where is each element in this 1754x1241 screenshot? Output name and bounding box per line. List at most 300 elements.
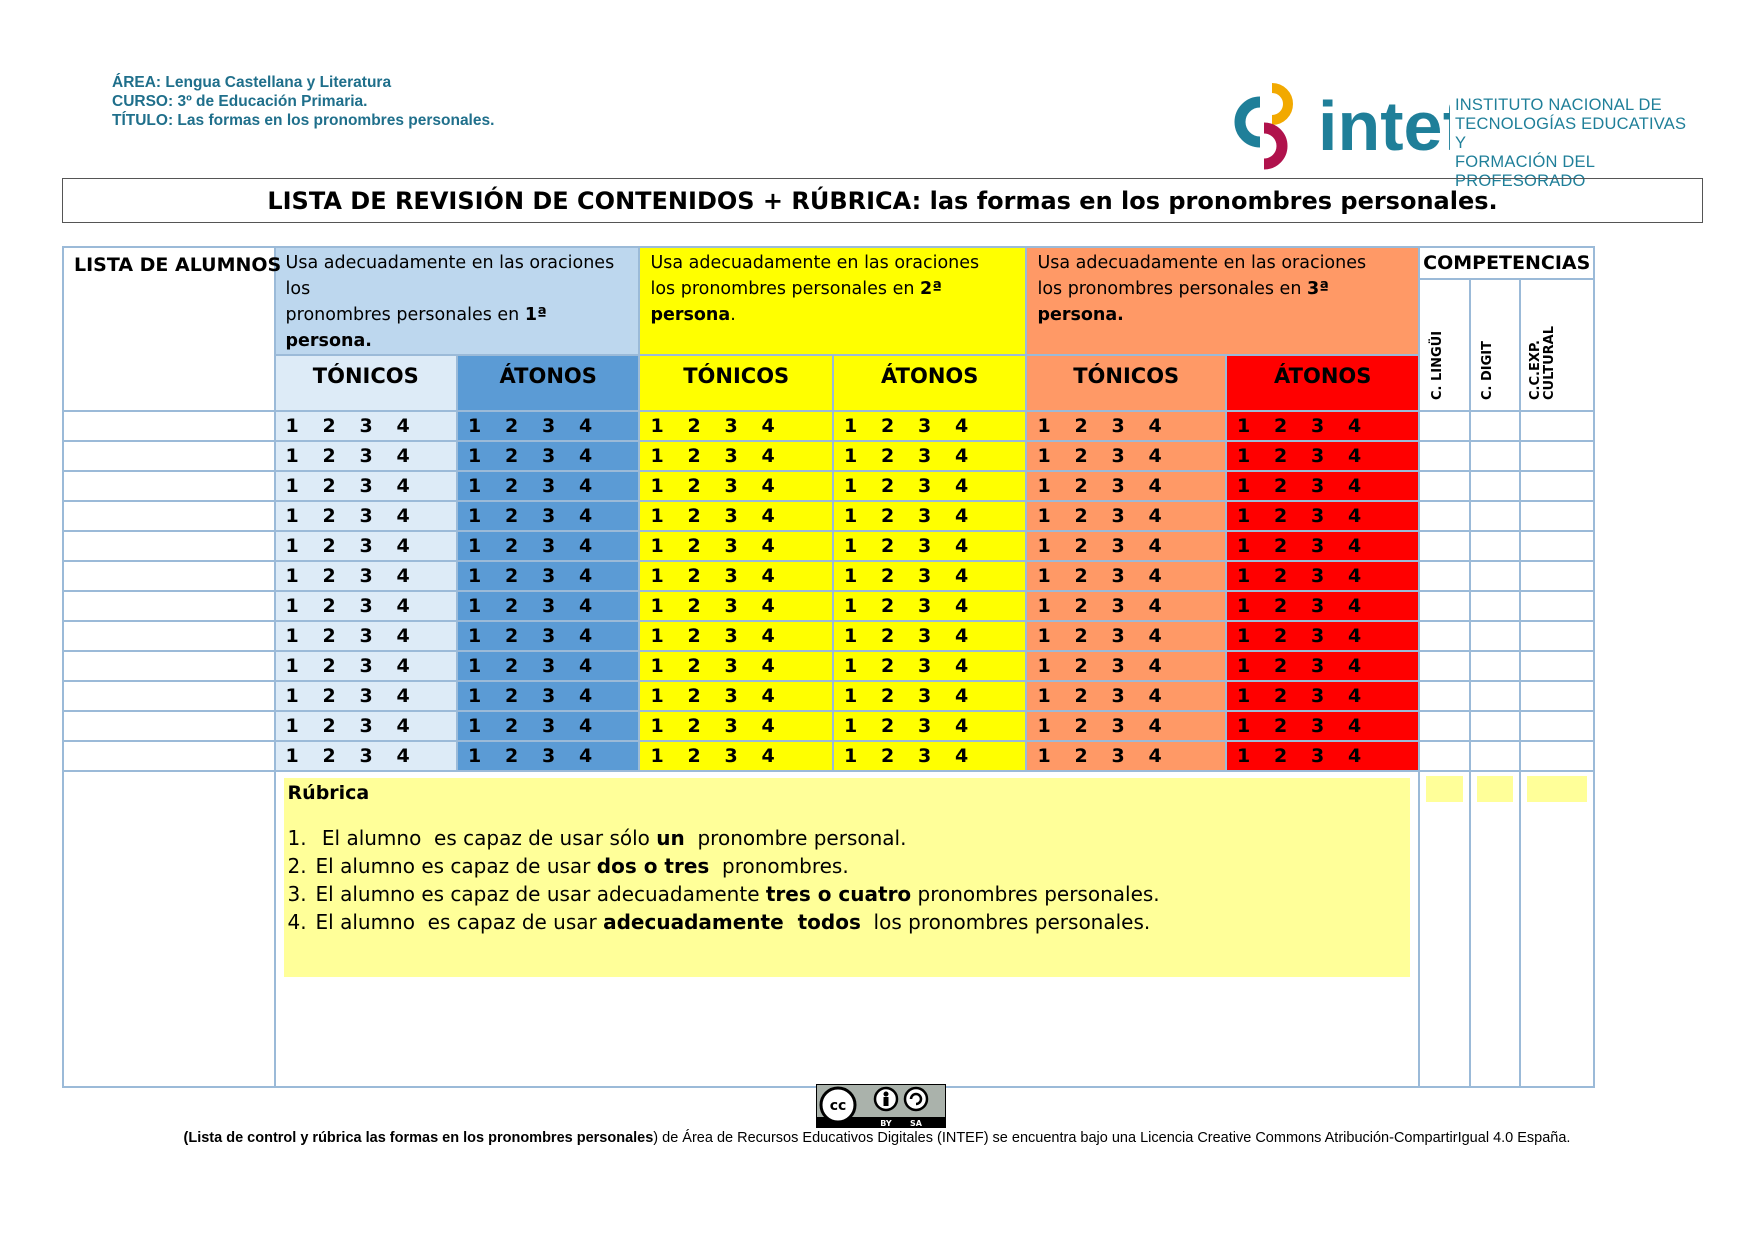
score-option[interactable]: 4 (396, 535, 410, 557)
score-option[interactable]: 4 (396, 655, 410, 677)
score-option[interactable]: 2 (1074, 715, 1088, 737)
student-name-cell[interactable] (63, 501, 275, 531)
score-option[interactable]: 4 (1347, 445, 1362, 467)
score-option[interactable]: 3 (917, 745, 932, 767)
score-option[interactable]: 4 (579, 715, 593, 737)
score-option[interactable]: 3 (542, 475, 556, 497)
score-option[interactable]: 3 (724, 415, 738, 437)
comp-cultural-cell[interactable] (1520, 411, 1594, 441)
score-option[interactable]: 3 (724, 715, 738, 737)
score-option[interactable]: 2 (1273, 475, 1288, 497)
comp-digit-cell[interactable] (1470, 651, 1520, 681)
student-name-cell[interactable] (63, 741, 275, 771)
score-option[interactable]: 4 (579, 565, 593, 587)
student-name-cell[interactable] (63, 681, 275, 711)
score-option[interactable]: 2 (1273, 685, 1288, 707)
p2-atonos-score-cell[interactable] (833, 741, 1027, 771)
comp-lingui-cell[interactable] (1419, 711, 1469, 741)
score-option[interactable]: 2 (687, 595, 701, 617)
score-option[interactable]: 1 (1037, 595, 1051, 617)
comp-cultural-cell[interactable] (1520, 531, 1594, 561)
p1-tonicos-score-cell[interactable] (275, 681, 457, 711)
score-option[interactable]: 1 (285, 505, 299, 527)
score-option[interactable]: 1 (1037, 745, 1051, 767)
score-option[interactable]: 4 (761, 685, 775, 707)
score-option[interactable]: 2 (687, 625, 701, 647)
score-option[interactable]: 1 (843, 715, 858, 737)
score-option[interactable]: 1 (1037, 655, 1051, 677)
score-option[interactable]: 2 (880, 655, 895, 677)
p3-atonos-score-cell[interactable] (1226, 681, 1419, 711)
score-option[interactable]: 3 (724, 655, 738, 677)
score-option[interactable]: 3 (1111, 535, 1125, 557)
p1-atonos-score-cell[interactable] (457, 561, 639, 591)
score-option[interactable]: 2 (1273, 625, 1288, 647)
score-option[interactable]: 1 (1037, 505, 1051, 527)
score-option[interactable]: 3 (724, 745, 738, 767)
p1-atonos-score-cell[interactable] (457, 711, 639, 741)
score-option[interactable]: 4 (761, 745, 775, 767)
score-option[interactable]: 1 (650, 685, 664, 707)
p2-atonos-score-cell[interactable] (833, 561, 1027, 591)
score-option[interactable]: 3 (542, 415, 556, 437)
score-option[interactable]: 2 (322, 745, 336, 767)
score-option[interactable]: 2 (505, 685, 519, 707)
score-option[interactable]: 1 (285, 475, 299, 497)
p3-atonos-score-cell[interactable] (1226, 531, 1419, 561)
score-option[interactable]: 3 (542, 445, 556, 467)
score-option[interactable]: 3 (359, 655, 373, 677)
score-option[interactable]: 2 (1273, 505, 1288, 527)
score-option[interactable]: 3 (1310, 565, 1325, 587)
score-option[interactable]: 1 (285, 685, 299, 707)
score-option[interactable]: 1 (468, 595, 482, 617)
score-option[interactable]: 4 (1148, 745, 1162, 767)
comp-digit-cell[interactable] (1470, 681, 1520, 711)
score-option[interactable]: 3 (724, 565, 738, 587)
score-option[interactable]: 4 (579, 475, 593, 497)
score-option[interactable]: 1 (1037, 565, 1051, 587)
score-option[interactable]: 1 (843, 445, 858, 467)
score-option[interactable]: 1 (1236, 535, 1251, 557)
p2-atonos-score-cell[interactable] (833, 411, 1027, 441)
p1-tonicos-score-cell[interactable] (275, 501, 457, 531)
p2-tonicos-score-cell[interactable] (639, 621, 832, 651)
score-option[interactable]: 1 (1037, 535, 1051, 557)
score-option[interactable]: 1 (468, 505, 482, 527)
score-option[interactable]: 4 (396, 715, 410, 737)
score-option[interactable]: 1 (285, 445, 299, 467)
score-option[interactable]: 2 (322, 565, 336, 587)
score-option[interactable]: 3 (917, 565, 932, 587)
comp-cultural-cell[interactable] (1520, 711, 1594, 741)
score-option[interactable]: 1 (650, 565, 664, 587)
score-option[interactable]: 4 (1148, 535, 1162, 557)
score-option[interactable]: 1 (1236, 445, 1251, 467)
score-option[interactable]: 3 (1310, 745, 1325, 767)
p3-atonos-score-cell[interactable] (1226, 621, 1419, 651)
score-option[interactable]: 4 (1347, 745, 1362, 767)
score-option[interactable]: 1 (843, 415, 858, 437)
score-option[interactable]: 1 (650, 625, 664, 647)
p3-atonos-score-cell[interactable] (1226, 411, 1419, 441)
comp-lingui-cell[interactable] (1419, 411, 1469, 441)
p3-atonos-score-cell[interactable] (1226, 741, 1419, 771)
score-option[interactable]: 1 (285, 565, 299, 587)
score-option[interactable]: 1 (468, 745, 482, 767)
score-option[interactable]: 3 (917, 445, 932, 467)
score-option[interactable]: 2 (880, 505, 895, 527)
comp-lingui-cell[interactable] (1419, 741, 1469, 771)
score-option[interactable]: 2 (687, 685, 701, 707)
score-option[interactable]: 4 (761, 505, 775, 527)
score-option[interactable]: 3 (359, 595, 373, 617)
p3-atonos-score-cell[interactable] (1226, 651, 1419, 681)
score-option[interactable]: 3 (1310, 505, 1325, 527)
score-option[interactable]: 1 (843, 625, 858, 647)
score-option[interactable]: 3 (1111, 595, 1125, 617)
score-option[interactable]: 1 (468, 475, 482, 497)
score-option[interactable]: 2 (505, 415, 519, 437)
score-option[interactable]: 3 (724, 535, 738, 557)
score-option[interactable]: 3 (542, 745, 556, 767)
score-option[interactable]: 2 (322, 595, 336, 617)
comp-cultural-cell[interactable] (1520, 471, 1594, 501)
score-option[interactable]: 2 (880, 625, 895, 647)
score-option[interactable]: 2 (1074, 415, 1088, 437)
student-name-cell[interactable] (63, 411, 275, 441)
student-name-cell[interactable] (63, 711, 275, 741)
comp-lingui-cell[interactable] (1419, 591, 1469, 621)
p1-tonicos-score-cell[interactable] (275, 711, 457, 741)
score-option[interactable]: 3 (724, 625, 738, 647)
comp-cultural-cell[interactable] (1520, 651, 1594, 681)
p2-tonicos-score-cell[interactable] (639, 471, 832, 501)
score-option[interactable]: 3 (1111, 415, 1125, 437)
score-option[interactable]: 2 (687, 745, 701, 767)
score-option[interactable]: 4 (761, 565, 775, 587)
score-option[interactable]: 1 (1037, 415, 1051, 437)
score-option[interactable]: 3 (542, 685, 556, 707)
score-option[interactable]: 3 (724, 595, 738, 617)
p2-atonos-score-cell[interactable] (833, 711, 1027, 741)
score-option[interactable]: 1 (843, 595, 858, 617)
score-option[interactable]: 4 (1148, 445, 1162, 467)
score-option[interactable]: 1 (285, 625, 299, 647)
score-option[interactable]: 2 (322, 445, 336, 467)
p2-atonos-score-cell[interactable] (833, 681, 1027, 711)
score-option[interactable]: 4 (1347, 505, 1362, 527)
score-option[interactable]: 2 (322, 475, 336, 497)
comp-digit-cell[interactable] (1470, 591, 1520, 621)
score-option[interactable]: 2 (322, 715, 336, 737)
score-option[interactable]: 2 (1074, 535, 1088, 557)
score-option[interactable]: 1 (1037, 445, 1051, 467)
score-option[interactable]: 3 (917, 505, 932, 527)
p3-tonicos-score-cell[interactable] (1026, 591, 1226, 621)
score-option[interactable]: 4 (761, 445, 775, 467)
score-option[interactable]: 4 (396, 505, 410, 527)
comp-cultural-cell[interactable] (1520, 681, 1594, 711)
score-option[interactable]: 3 (359, 535, 373, 557)
score-option[interactable]: 3 (1310, 535, 1325, 557)
p1-tonicos-score-cell[interactable] (275, 651, 457, 681)
score-option[interactable]: 2 (505, 505, 519, 527)
score-option[interactable]: 1 (285, 715, 299, 737)
score-option[interactable]: 2 (880, 415, 895, 437)
score-option[interactable]: 1 (1236, 715, 1251, 737)
comp-lingui-cell[interactable] (1419, 531, 1469, 561)
p2-tonicos-score-cell[interactable] (639, 681, 832, 711)
p3-tonicos-score-cell[interactable] (1026, 711, 1226, 741)
score-option[interactable]: 3 (359, 745, 373, 767)
p1-atonos-score-cell[interactable] (457, 531, 639, 561)
score-option[interactable]: 4 (396, 745, 410, 767)
p2-tonicos-score-cell[interactable] (639, 651, 832, 681)
score-option[interactable]: 4 (761, 715, 775, 737)
score-option[interactable]: 2 (880, 685, 895, 707)
score-option[interactable]: 2 (687, 655, 701, 677)
p1-tonicos-score-cell[interactable] (275, 591, 457, 621)
p2-atonos-score-cell[interactable] (833, 531, 1027, 561)
comp-cultural-cell[interactable] (1520, 621, 1594, 651)
score-option[interactable]: 3 (542, 655, 556, 677)
score-option[interactable]: 4 (579, 445, 593, 467)
p3-tonicos-score-cell[interactable] (1026, 411, 1226, 441)
score-option[interactable]: 4 (954, 505, 969, 527)
score-option[interactable]: 1 (468, 535, 482, 557)
score-option[interactable]: 1 (843, 655, 858, 677)
score-option[interactable]: 4 (396, 445, 410, 467)
score-option[interactable]: 2 (1074, 685, 1088, 707)
score-option[interactable]: 1 (285, 415, 299, 437)
p3-tonicos-score-cell[interactable] (1026, 681, 1226, 711)
score-option[interactable]: 2 (322, 625, 336, 647)
score-option[interactable]: 3 (917, 655, 932, 677)
score-option[interactable]: 1 (1236, 655, 1251, 677)
comp-lingui-cell[interactable] (1419, 651, 1469, 681)
score-option[interactable]: 2 (1273, 565, 1288, 587)
score-option[interactable]: 3 (1310, 685, 1325, 707)
score-option[interactable]: 1 (1037, 475, 1051, 497)
student-name-cell[interactable] (63, 531, 275, 561)
score-option[interactable]: 4 (954, 685, 969, 707)
p3-tonicos-score-cell[interactable] (1026, 741, 1226, 771)
score-option[interactable]: 4 (1347, 685, 1362, 707)
score-option[interactable]: 1 (1037, 625, 1051, 647)
score-option[interactable]: 4 (1347, 565, 1362, 587)
score-option[interactable]: 4 (1148, 715, 1162, 737)
p1-tonicos-score-cell[interactable] (275, 621, 457, 651)
p2-tonicos-score-cell[interactable] (639, 501, 832, 531)
score-option[interactable]: 3 (724, 445, 738, 467)
score-option[interactable]: 4 (1148, 655, 1162, 677)
score-option[interactable]: 1 (650, 475, 664, 497)
score-option[interactable]: 1 (843, 535, 858, 557)
score-option[interactable]: 4 (396, 625, 410, 647)
score-option[interactable]: 3 (1310, 625, 1325, 647)
score-option[interactable]: 1 (650, 655, 664, 677)
p3-atonos-score-cell[interactable] (1226, 471, 1419, 501)
score-option[interactable]: 1 (468, 415, 482, 437)
score-option[interactable]: 4 (579, 535, 593, 557)
score-option[interactable]: 4 (1347, 415, 1362, 437)
score-option[interactable]: 1 (468, 685, 482, 707)
score-option[interactable]: 2 (505, 625, 519, 647)
score-option[interactable]: 4 (954, 535, 969, 557)
score-option[interactable]: 2 (505, 535, 519, 557)
p3-atonos-score-cell[interactable] (1226, 561, 1419, 591)
score-option[interactable]: 2 (687, 415, 701, 437)
p2-tonicos-score-cell[interactable] (639, 531, 832, 561)
score-option[interactable]: 4 (954, 565, 969, 587)
score-option[interactable]: 3 (917, 535, 932, 557)
p1-atonos-score-cell[interactable] (457, 501, 639, 531)
p1-atonos-score-cell[interactable] (457, 681, 639, 711)
comp-lingui-cell[interactable] (1419, 621, 1469, 651)
score-option[interactable]: 2 (505, 715, 519, 737)
comp-digit-cell[interactable] (1470, 471, 1520, 501)
score-option[interactable]: 2 (1074, 445, 1088, 467)
p3-tonicos-score-cell[interactable] (1026, 621, 1226, 651)
p1-atonos-score-cell[interactable] (457, 441, 639, 471)
score-option[interactable]: 4 (954, 415, 969, 437)
score-option[interactable]: 1 (843, 745, 858, 767)
score-option[interactable]: 2 (1273, 655, 1288, 677)
p3-tonicos-score-cell[interactable] (1026, 651, 1226, 681)
score-option[interactable]: 3 (1111, 475, 1125, 497)
score-option[interactable]: 2 (687, 715, 701, 737)
comp-digit-cell[interactable] (1470, 621, 1520, 651)
score-option[interactable]: 4 (1347, 475, 1362, 497)
score-option[interactable]: 3 (1111, 505, 1125, 527)
score-option[interactable]: 4 (761, 655, 775, 677)
score-option[interactable]: 2 (322, 415, 336, 437)
score-option[interactable]: 1 (650, 505, 664, 527)
p1-atonos-score-cell[interactable] (457, 621, 639, 651)
score-option[interactable]: 1 (468, 625, 482, 647)
score-option[interactable]: 4 (954, 595, 969, 617)
p1-tonicos-score-cell[interactable] (275, 561, 457, 591)
score-option[interactable]: 3 (359, 565, 373, 587)
score-option[interactable]: 2 (1074, 745, 1088, 767)
score-option[interactable]: 4 (579, 655, 593, 677)
p1-atonos-score-cell[interactable] (457, 741, 639, 771)
student-name-cell[interactable] (63, 621, 275, 651)
p2-atonos-score-cell[interactable] (833, 621, 1027, 651)
score-option[interactable]: 4 (1148, 475, 1162, 497)
score-option[interactable]: 2 (1074, 505, 1088, 527)
score-option[interactable]: 4 (1148, 685, 1162, 707)
student-name-cell[interactable] (63, 651, 275, 681)
score-option[interactable]: 2 (687, 445, 701, 467)
score-option[interactable]: 2 (687, 535, 701, 557)
p3-atonos-score-cell[interactable] (1226, 711, 1419, 741)
score-option[interactable]: 4 (1148, 565, 1162, 587)
score-option[interactable]: 3 (917, 415, 932, 437)
p3-atonos-score-cell[interactable] (1226, 591, 1419, 621)
score-option[interactable]: 3 (359, 715, 373, 737)
score-option[interactable]: 1 (843, 475, 858, 497)
score-option[interactable]: 3 (917, 595, 932, 617)
score-option[interactable]: 2 (1273, 535, 1288, 557)
score-option[interactable]: 4 (761, 625, 775, 647)
score-option[interactable]: 2 (322, 655, 336, 677)
score-option[interactable]: 2 (880, 565, 895, 587)
p1-tonicos-score-cell[interactable] (275, 471, 457, 501)
p2-tonicos-score-cell[interactable] (639, 411, 832, 441)
score-option[interactable]: 2 (880, 475, 895, 497)
p1-atonos-score-cell[interactable] (457, 651, 639, 681)
score-option[interactable]: 3 (1111, 625, 1125, 647)
score-option[interactable]: 4 (954, 625, 969, 647)
score-option[interactable]: 4 (1148, 505, 1162, 527)
score-option[interactable]: 2 (322, 685, 336, 707)
score-option[interactable]: 4 (954, 745, 969, 767)
score-option[interactable]: 2 (1273, 415, 1288, 437)
score-option[interactable]: 2 (880, 535, 895, 557)
score-option[interactable]: 4 (1347, 625, 1362, 647)
score-option[interactable]: 3 (1310, 415, 1325, 437)
score-option[interactable]: 2 (1273, 745, 1288, 767)
student-name-cell[interactable] (63, 591, 275, 621)
score-option[interactable]: 1 (843, 505, 858, 527)
comp-digit-cell[interactable] (1470, 741, 1520, 771)
score-option[interactable]: 3 (359, 445, 373, 467)
score-option[interactable]: 1 (468, 445, 482, 467)
score-option[interactable]: 3 (359, 415, 373, 437)
score-option[interactable]: 4 (1347, 655, 1362, 677)
score-option[interactable]: 1 (650, 415, 664, 437)
p2-tonicos-score-cell[interactable] (639, 711, 832, 741)
score-option[interactable]: 2 (1074, 595, 1088, 617)
score-option[interactable]: 3 (1111, 655, 1125, 677)
score-option[interactable]: 1 (285, 745, 299, 767)
score-option[interactable]: 2 (505, 565, 519, 587)
score-option[interactable]: 2 (505, 445, 519, 467)
comp-digit-cell[interactable] (1470, 561, 1520, 591)
p1-tonicos-score-cell[interactable] (275, 411, 457, 441)
score-option[interactable]: 1 (843, 565, 858, 587)
score-option[interactable]: 3 (1111, 685, 1125, 707)
p3-tonicos-score-cell[interactable] (1026, 561, 1226, 591)
comp-lingui-cell[interactable] (1419, 561, 1469, 591)
p2-tonicos-score-cell[interactable] (639, 591, 832, 621)
score-option[interactable]: 4 (1347, 595, 1362, 617)
score-option[interactable]: 4 (396, 595, 410, 617)
comp-digit-cell[interactable] (1470, 411, 1520, 441)
score-option[interactable]: 3 (1111, 445, 1125, 467)
student-name-cell[interactable] (63, 441, 275, 471)
score-option[interactable]: 4 (579, 595, 593, 617)
score-option[interactable]: 2 (1273, 715, 1288, 737)
score-option[interactable]: 3 (542, 505, 556, 527)
score-option[interactable]: 3 (359, 625, 373, 647)
score-option[interactable]: 1 (1236, 595, 1251, 617)
p2-atonos-score-cell[interactable] (833, 441, 1027, 471)
score-option[interactable]: 2 (687, 505, 701, 527)
score-option[interactable]: 1 (650, 745, 664, 767)
score-option[interactable]: 3 (359, 475, 373, 497)
score-option[interactable]: 2 (687, 475, 701, 497)
score-option[interactable]: 3 (359, 685, 373, 707)
score-option[interactable]: 4 (761, 475, 775, 497)
p1-atonos-score-cell[interactable] (457, 411, 639, 441)
score-option[interactable]: 1 (1236, 565, 1251, 587)
comp-cultural-cell[interactable] (1520, 561, 1594, 591)
score-option[interactable]: 3 (724, 475, 738, 497)
score-option[interactable]: 3 (1310, 595, 1325, 617)
